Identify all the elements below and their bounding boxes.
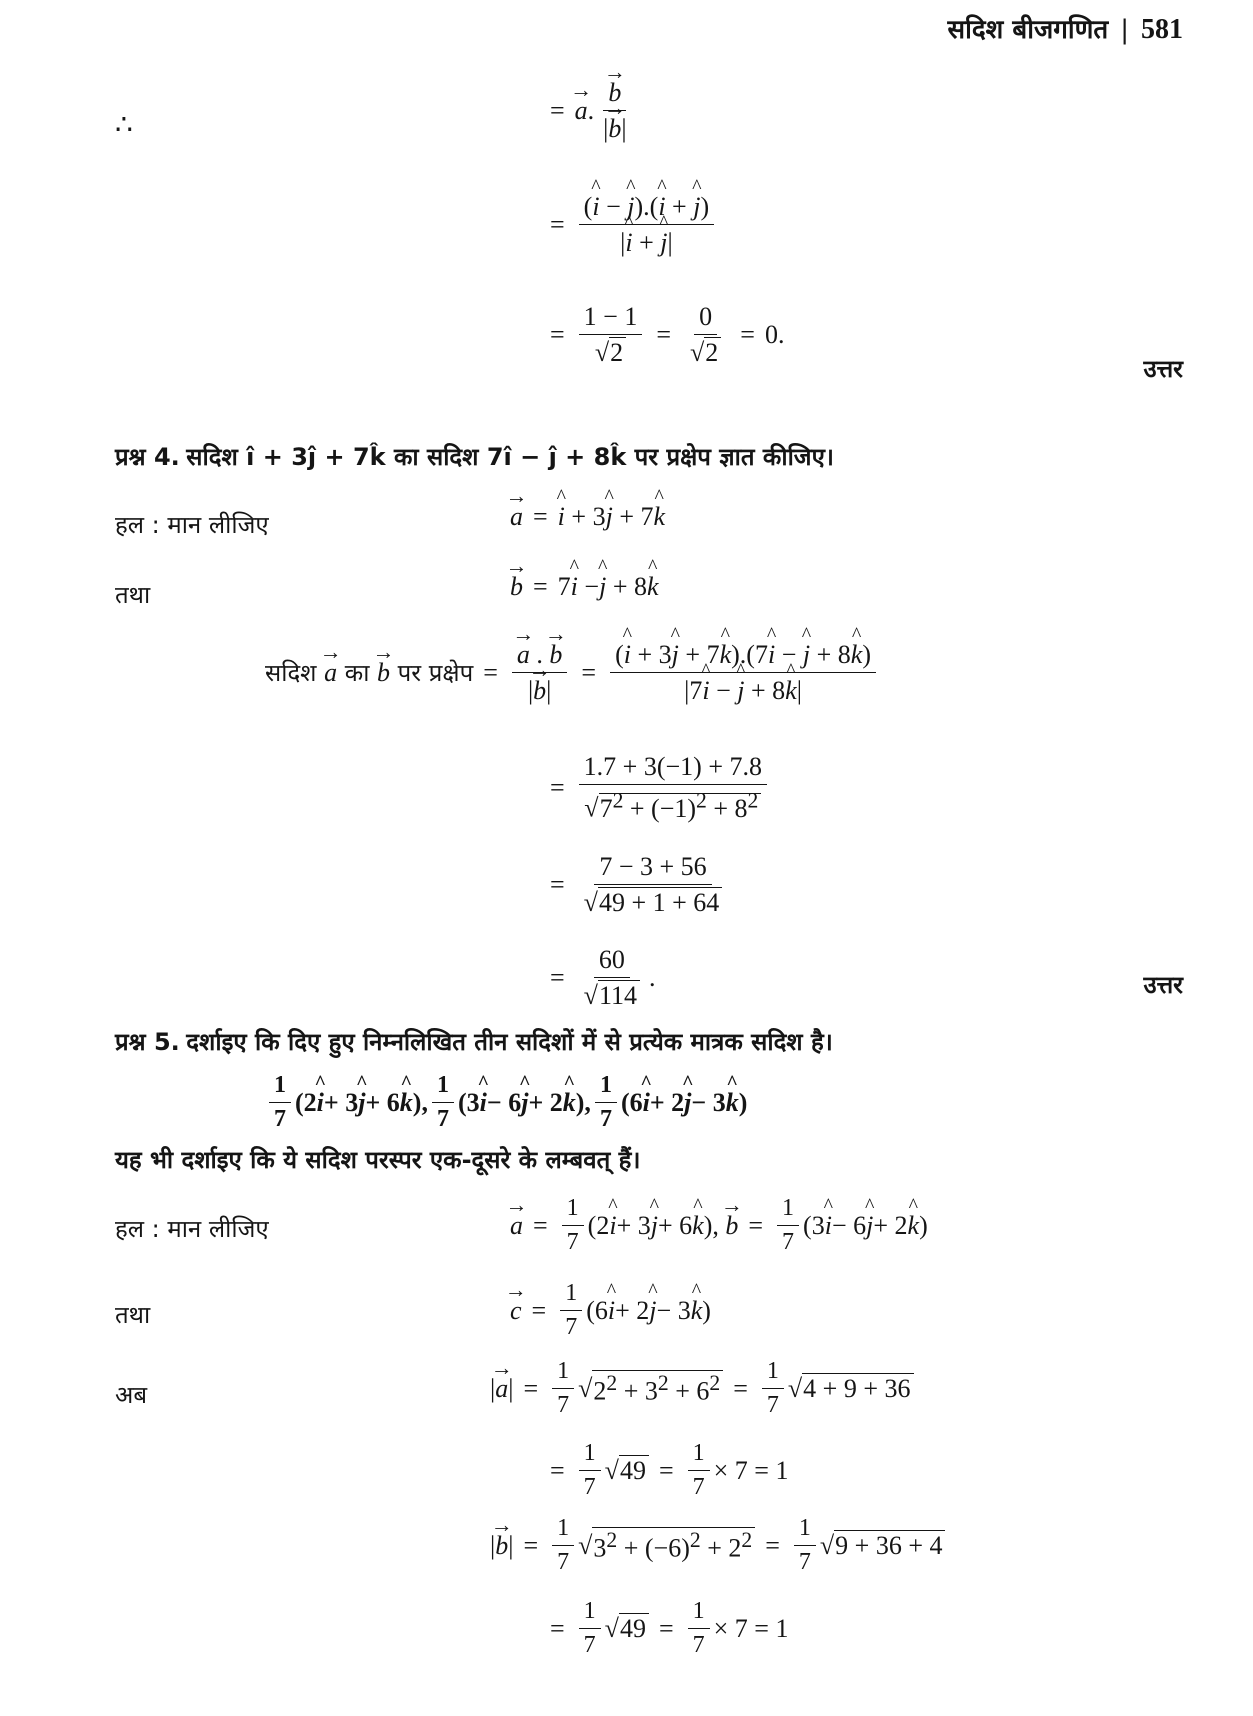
projection-step-1: = $\frac{1.7 + 3(-1) + 7.8}{√7^2 + (-1)^2 + 8^2}$ [540, 752, 771, 823]
magnitude-a-step-1: |→ a| = $\frac{1}{7}$ √ $2^2 + 3^2 + 6^2$ = $\frac{1}{7}$ √ 4 + 9 + 36 [490, 1358, 914, 1419]
question-4 [115, 440, 834, 473]
eq-line-3: = $\frac{1 - 1}{√2}$ = $\frac{0}{√2}$ = 0. [550, 302, 785, 367]
page-number: 581 [1141, 14, 1183, 45]
eq-line-1: = → a . → $\frac{b}{|\to b|}$ [540, 78, 636, 144]
header-separator: | [1120, 15, 1129, 45]
answer-label-1: उत्तर [1143, 355, 1183, 383]
projection-formula: सदिश → a का → b पर प्रक्षेप = → $\frac{a . \to b}{|\to b|}$ = $\frac{(\^{} i + 3\^{} j + 7\^{} k).(7\^{} i - \^{} j + 8\^{} k)}{|7\^{} i - \^{} j + 8\^{} k|}$ [265, 640, 880, 706]
solution-let-label: हल : मान लीजिए [115, 511, 269, 539]
vectors-a-b-definition: → a = $\frac{1}{7}$ (2 ^ i + 3 ^ j + 6 ^ k ), → b = $\frac{1}{7}$ (3 ^ i − 6 ^ j + 2 ^ k ) [510, 1195, 928, 1256]
question-5-part-2: यह भी दर्शाइए कि ये सदिश परस्पर एक-दूसरे के लम्बवत् हैं। [115, 1146, 641, 1174]
and-label-2: तथा [115, 1301, 151, 1329]
magnitude-a-result: = $\frac{1}{7}$ √ 49 = $\frac{1}{7}$ × 7 = 1 [550, 1440, 789, 1500]
and-label: तथा [115, 581, 151, 609]
question-5-text: दर्शाइए कि दिए हुए निम्नलिखित तीन सदिशों में से प्रत्येक मात्रक सदिश है। [186, 1028, 833, 1056]
projection-result: = $\frac{60}{√114}$ . [550, 945, 656, 1010]
magnitude-b-result: = $\frac{1}{7}$ √ 49 = $\frac{1}{7}$ × 7 = 1 [550, 1598, 789, 1658]
magnitude-b-step-1: |→ b| = $\frac{1}{7}$ √ $3^2 + (-6)^2 + 2^2$ = $\frac{1}{7}$ √ 9 + 36 + 4 [490, 1515, 945, 1576]
vector-b-definition: → b = 7 ^ i − ^ j + 8 ^ k [510, 572, 659, 602]
vector-a-definition: → a = ^ i + 3 ^ j + 7 ^ k [510, 502, 665, 532]
now-label: अब [115, 1381, 148, 1409]
question-4-text: सदिश î + 3ĵ + 7k̂ का सदिश 7î − ĵ + 8k̂ पर प्रक्षेप ज्ञात कीजिए। [186, 443, 834, 471]
solution-let-label-2: हल : मान लीजिए [115, 1215, 269, 1243]
vector-c-definition: → c = $\frac{1}{7}$ (6 ^ i + 2 ^ j − 3 ^ k ) [510, 1280, 711, 1341]
question-5-label: प्रश्न 5. [115, 1028, 180, 1056]
question-5-vectors: $\frac{1}{7}$ (2 ^ i + 3 ^ j + 6 ^ k ), $\frac{1}{7}$ (3 ^ i − 6 ^ j + 2 ^ k ), $\frac{1}{7}$ (6 ^ i + 2 ^ j − 3 ^ k ) [265, 1072, 747, 1133]
question-5 [115, 1025, 833, 1058]
running-header [948, 10, 1183, 46]
projection-step-2: = $\frac{7 - 3 + 56}{√49 + 1 + 64}$ [540, 852, 731, 918]
question-4-label: प्रश्न 4. [115, 443, 180, 471]
eq-line-2: = $\frac{(\^{} i - \^{} j).(\^{} i + \^{} j)}{|\^{} i + \^{} j|}$ [540, 192, 718, 258]
therefore-symbol: ∴ [115, 110, 133, 141]
chapter-title: सदिश बीजगणित [947, 15, 1109, 45]
answer-label-2: उत्तर [1143, 971, 1183, 999]
